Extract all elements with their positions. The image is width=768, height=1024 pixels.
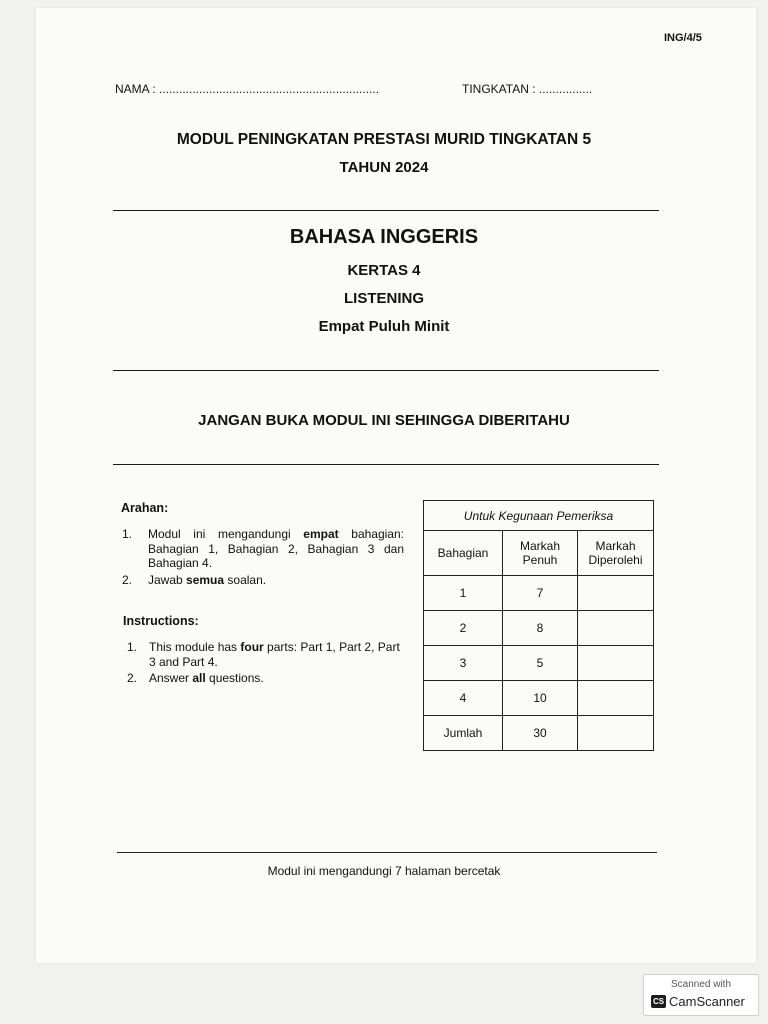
arahan-list: [122, 527, 404, 589]
table-cell: Jumlah: [424, 716, 503, 751]
paper-code: ING/4/5: [664, 32, 702, 44]
table-cell: 4: [424, 681, 503, 716]
module-title: MODUL PENINGKATAN PRESTASI MURID TINGKATAN 5: [176, 131, 592, 148]
table-row: [424, 716, 654, 751]
score-cell[interactable]: [578, 576, 654, 611]
table-cell: 8: [503, 611, 578, 646]
list-item: 1. This module has four parts: Part 1, Part 2, Part 3 and Part 4.: [127, 640, 400, 669]
list-item: 1. Modul ini mengandungi empat bahagian: Bahagian 1, Bahagian 2, Bahagian 3 dan Bahagian 4.: [122, 527, 404, 570]
table-row: [424, 646, 654, 681]
warning-notice: JANGAN BUKA MODUL INI SEHINGGA DIBERITAHU: [198, 412, 570, 429]
score-cell[interactable]: [578, 611, 654, 646]
marks-table: [423, 500, 654, 751]
arahan-heading: Arahan:: [121, 501, 169, 515]
camscanner-watermark: [643, 974, 759, 1016]
score-cell[interactable]: [578, 681, 654, 716]
paper-sheet: [36, 8, 756, 963]
form-level-field: TINGKATAN : ................: [462, 82, 593, 96]
paper-number: KERTAS 4: [347, 262, 421, 279]
table-cell: 7: [503, 576, 578, 611]
camscanner-logo-icon: CS: [652, 997, 665, 1006]
name-field: NAMA : ..................................................................: [115, 82, 380, 96]
table-cell: 5: [503, 646, 578, 681]
table-row: [424, 576, 654, 611]
year-title: TAHUN 2024: [339, 159, 429, 176]
column-header: Bahagian: [424, 531, 503, 576]
instruction-item-text: This module has four parts: Part 1, Part 2, Part 3 and Part 4.: [149, 640, 400, 669]
column-header: Markah Penuh: [503, 531, 578, 576]
subject-title: BAHASA INGGERIS: [289, 226, 479, 248]
watermark-brand: CamScanner: [669, 994, 745, 1009]
table-cell: 3: [424, 646, 503, 681]
table-cell: 1: [424, 576, 503, 611]
table-cell: 30: [503, 716, 578, 751]
table-cell: 10: [503, 681, 578, 716]
table-cell: 2: [424, 611, 503, 646]
watermark-caption: Scanned with: [670, 979, 732, 990]
score-cell[interactable]: [578, 646, 654, 681]
divider: [113, 370, 659, 371]
page-count-note: Modul ini mengandungi 7 halaman bercetak: [267, 864, 501, 878]
arahan-item-text: Jawab semua soalan.: [148, 572, 267, 587]
list-item: 2. Answer all questions.: [127, 671, 264, 685]
arahan-item-text: Modul ini mengandungi empat bahagian: Bahagian 1, Bahagian 2, Bahagian 3 dan Bahagian 4.: [148, 527, 404, 570]
table-row: [424, 611, 654, 646]
instructions-heading: Instructions:: [123, 614, 199, 628]
table-row: [424, 681, 654, 716]
instructions-list: [127, 640, 407, 688]
divider: [113, 464, 659, 465]
footer-divider: [117, 852, 657, 853]
instruction-item-text: Answer all questions.: [149, 671, 264, 685]
column-header: Markah Diperolehi: [578, 531, 654, 576]
score-cell[interactable]: [578, 716, 654, 751]
table-caption: Untuk Kegunaan Pemeriksa: [424, 501, 654, 531]
component-title: LISTENING: [343, 290, 424, 307]
divider: [113, 210, 659, 211]
duration: Empat Puluh Minit: [318, 318, 450, 335]
list-item: 2. Jawab semua soalan.: [122, 572, 267, 587]
